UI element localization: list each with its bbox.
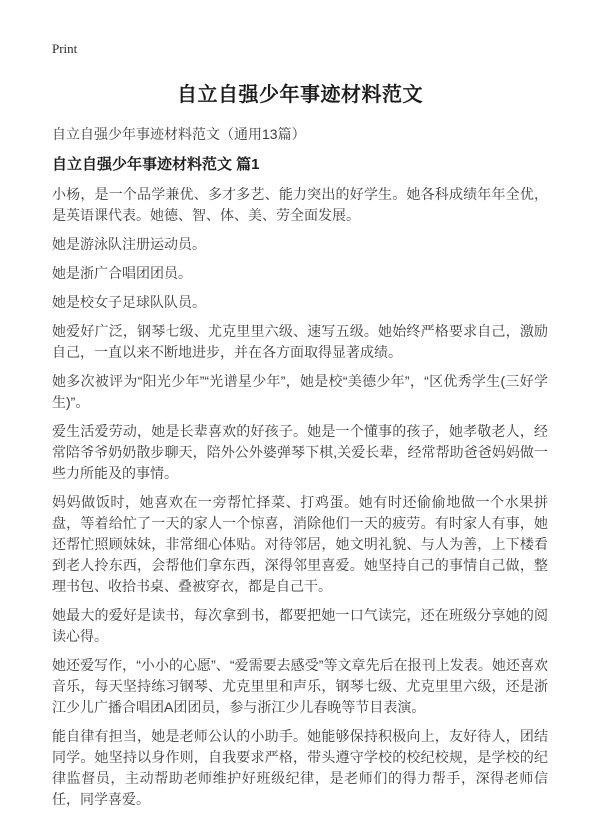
paragraph-writing-music: 她还爱写作，“小小的心愿”、“爱需要去感受”等文章先后在报刊上发表。她还喜欢音乐，每天坚持练习钢琴、尤克里里和声乐，钢琴七级、尤克里里六级，还是浙江少儿广播合唱团A团团员，参与浙江少儿春晚等节目表演。: [52, 657, 548, 715]
print-button[interactable]: Print: [52, 41, 78, 56]
doc-subtitle: 自立自强少年事迹材料范文（通用13篇）: [52, 126, 306, 142]
section-heading: 自立自强少年事迹材料范文 篇1: [52, 156, 260, 173]
paragraph-swim-team: 她是游泳队注册运动员。: [52, 236, 206, 252]
paragraph-awards: 她多次被评为“阳光少年”“光谱星少年”，她是校“美德少年”，“区优秀学生(三好学生)”。: [52, 373, 548, 410]
page-title: 自立自强少年事迹材料范文: [177, 84, 423, 106]
paragraph-self-discipline: 能自律有担当，她是老师公认的小助手。她能够保持积极向上，友好待人，团结同学。她坚持以身作则，自我要求严格，带头遵守学校的校纪校规，是学校的纪律监督员，主动帮助老师维护好班级纪律，是老师们的得力帮手，深得老师信任，同学喜爱。: [52, 728, 548, 807]
paragraph-hobbies: 她爱好广泛，钢琴七级、尤克里里六级、速写五级。她始终严格要求自己，激励自己，一直以来不断地进步，并在各方面取得显著成绩。: [52, 323, 548, 360]
paragraph-helping-home: 妈妈做饭时，她喜欢在一旁帮忙择菜、打鸡蛋。她有时还偷偷地做一个水果拼盘，等着给忙了一天的家人一个惊喜，消除他们一天的疲劳。有时家人有事，她还帮忙照顾妹妹，非常细心体贴。对待邻居，她文明礼貌、与人为善，上下楼看到老人拎东西，会帮他们拿东西，深得邻里喜爱。她坚持自己的事情自己做，整理书包、收拾书桌、叠被穿衣，都是自己干。: [52, 494, 548, 594]
paragraph-intro: 小杨，是一个品学兼优、多才多艺、能力突出的好学生。她各科成绩年年全优，是英语课代表。她德、智、体、美、劳全面发展。: [52, 186, 548, 223]
paragraph-choir: 她是浙广合唱团团员。: [52, 265, 192, 281]
paragraph-reading: 她最大的爱好是读书，每次拿到书，都要把她一口气读完，还在班级分享她的阅读心得。: [52, 607, 548, 644]
paragraph-football: 她是校女子足球队队员。: [52, 294, 206, 310]
paragraph-family-love: 爱生活爱劳动，她是长辈喜欢的好孩子。她是一个懂事的孩子，她孝敬老人，经常陪爷爷奶奶散步聊天，陪外公外婆弹琴下棋,关爱长辈，经常帮助爸爸妈妈做一些力所能及的事情。: [52, 423, 548, 481]
